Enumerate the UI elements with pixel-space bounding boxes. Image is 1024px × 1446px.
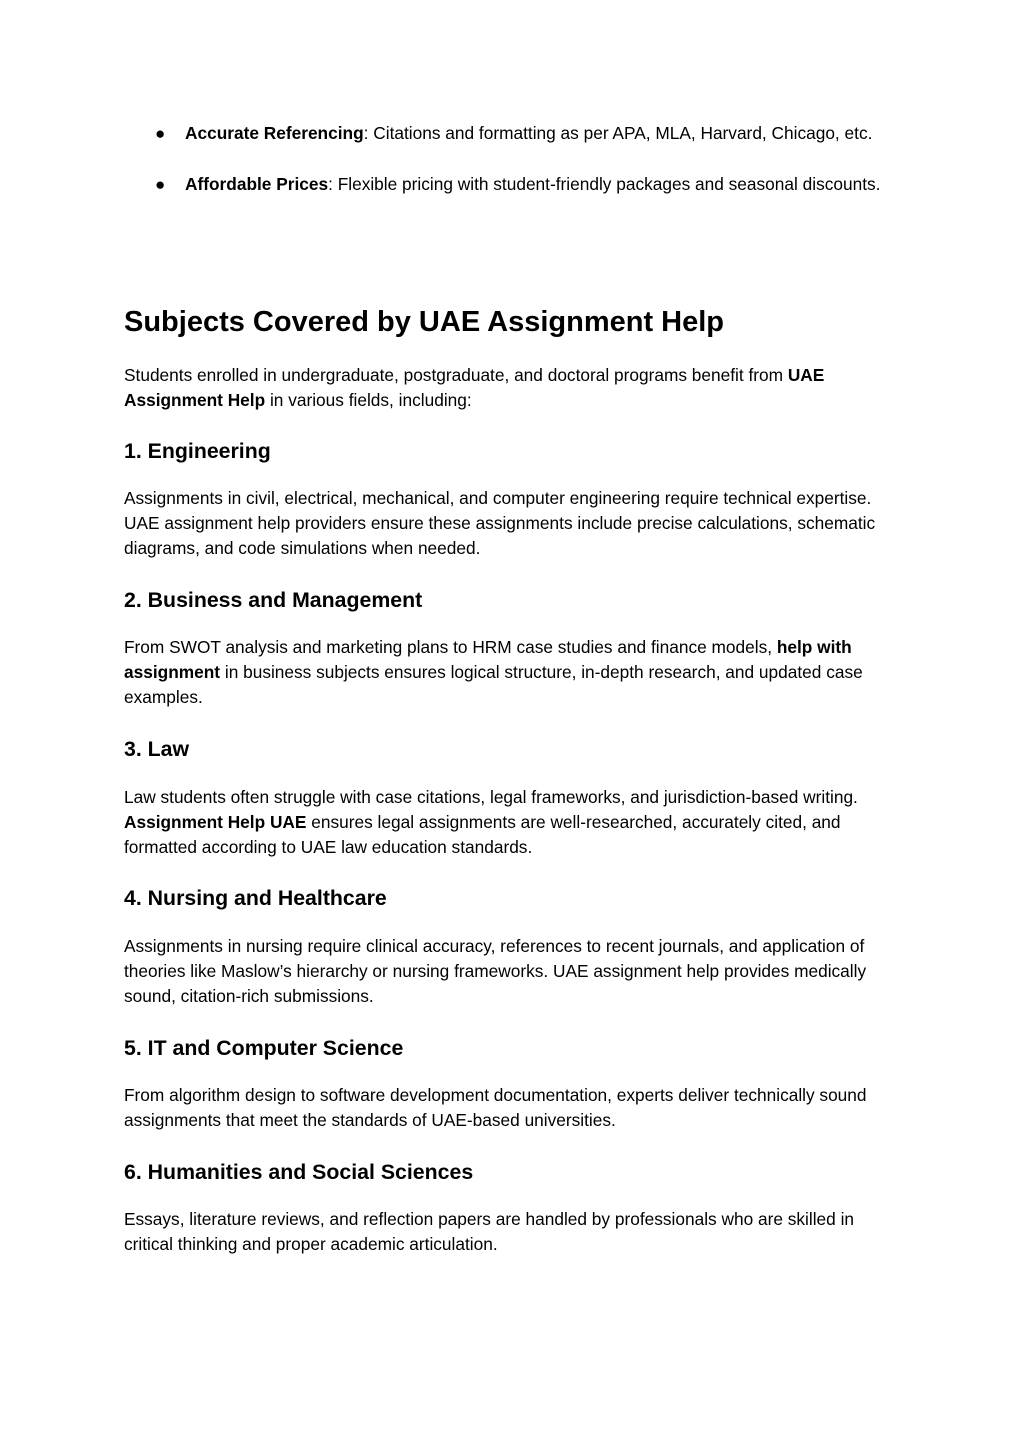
section-paragraph-humanities: [124, 1207, 894, 1257]
bullet-dot-icon: ●: [155, 175, 166, 194]
bullet-item-affordable-prices: [124, 172, 894, 197]
section-paragraph-nursing: [124, 934, 894, 1009]
section-heading-business: 2. Business and Management: [124, 588, 423, 612]
main-heading: Subjects Covered by UAE Assignment Help: [124, 306, 725, 338]
section-heading-law: 3. Law: [124, 737, 190, 761]
section-text: Assignments in civil, electrical, mechanical, and computer engineering require technical expertise. UAE assignment help providers ensure these assignments include precise calculations, schematic diagrams, and code simulations when needed.: [124, 488, 876, 558]
section-heading-engineering: 1. Engineering: [124, 439, 271, 463]
section-paragraph-it: [124, 1083, 894, 1133]
bullet-bold-label: Accurate Referencing: [185, 123, 364, 143]
section-text: From algorithm design to software development documentation, experts deliver technically sound assignments that meet the standards of UAE-based universities.: [124, 1085, 867, 1130]
intro-paragraph: [124, 363, 894, 413]
section-text-end: ensures legal assignments are well-researched, accurately cited, and formatted according to UAE law education standards.: [124, 812, 841, 857]
bullet-item-accurate-referencing: [124, 121, 894, 146]
section-heading-nursing: 4. Nursing and Healthcare: [124, 886, 387, 910]
section-paragraph-law: [124, 785, 894, 860]
intro-text-end: in various fields, including:: [265, 390, 472, 410]
section-text: Law students often struggle with case citations, legal frameworks, and jurisdiction-based writing.: [124, 787, 858, 807]
bullet-dot-icon: ●: [155, 124, 166, 143]
section-text: Essays, literature reviews, and reflection papers are handled by professionals who are skilled in critical thinking and proper academic articulation.: [124, 1209, 855, 1254]
intro-text: Students enrolled in undergraduate, postgraduate, and doctoral programs benefit from: [124, 365, 788, 385]
section-text: From SWOT analysis and marketing plans to HRM case studies and finance models,: [124, 637, 777, 657]
bullet-text: : Citations and formatting as per APA, MLA, Harvard, Chicago, etc.: [363, 123, 873, 143]
section-text: Assignments in nursing require clinical accuracy, references to recent journals, and application of theories like Maslow’s hierarchy or nursing frameworks. UAE assignment help provides medically sound, citation-rich submissions.: [124, 936, 867, 1006]
section-text-end: in business subjects ensures logical structure, in-depth research, and updated case examples.: [124, 662, 863, 707]
section-heading-it: 5. IT and Computer Science: [124, 1036, 404, 1060]
section-heading-humanities: 6. Humanities and Social Sciences: [124, 1160, 474, 1184]
section-bold: Assignment Help UAE: [124, 812, 307, 832]
bullet-bold-label: Affordable Prices: [185, 174, 329, 194]
section-bold: help with assignment: [124, 637, 852, 682]
intro-bold: UAE Assignment Help: [124, 365, 825, 410]
bullet-text: : Flexible pricing with student-friendly packages and seasonal discounts.: [328, 174, 881, 194]
section-paragraph-engineering: [124, 486, 894, 561]
section-paragraph-business: [124, 635, 894, 710]
feature-bullet-list: [124, 121, 894, 223]
